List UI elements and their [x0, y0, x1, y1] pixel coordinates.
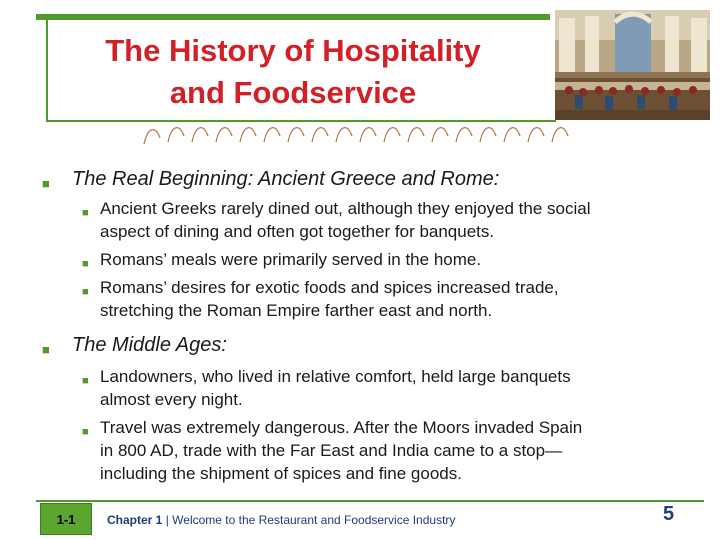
- footer-chapter-title: Welcome to the Restaurant and Foodservice Industry: [172, 513, 456, 527]
- bullet-landowners: ■ Landowners, who lived in relative comfort, held large banquets almost every night.: [82, 367, 571, 409]
- bullet-travel-dangerous: ■ Travel was extremely dangerous. After the Moors invaded Spain in 800 AD, trade with the Far East and India came to a stop— including the shipment of spices and fine goods.: [82, 418, 583, 483]
- footer-rule: [36, 500, 704, 502]
- slide-title: [48, 30, 538, 114]
- slide-title-line-2: and Foodservice: [169, 75, 417, 110]
- page-number: 5: [663, 503, 675, 525]
- footer-separator: |: [162, 513, 173, 527]
- square-bullet-icon: ■: [82, 426, 89, 438]
- square-bullet-icon: ■: [42, 176, 50, 191]
- bullet-romans-meals: ■ Romans’ meals were primarily served in the home.: [82, 248, 682, 271]
- banquet-painting: [555, 10, 710, 120]
- section-badge: 1-1: [40, 503, 92, 535]
- square-bullet-icon: ■: [82, 286, 89, 298]
- square-bullet-icon: ■: [82, 375, 89, 387]
- footer-chapter-label: Chapter 1: [107, 513, 163, 527]
- square-bullet-icon: ■: [82, 207, 89, 219]
- title-top-bar: [36, 14, 550, 20]
- decorative-chain-ornament: [140, 120, 580, 148]
- slide-title-line-1: The History of Hospitality: [105, 33, 481, 68]
- footer-chapter-text: [107, 513, 455, 527]
- square-bullet-icon: ■: [42, 342, 50, 357]
- bullet-greeks-dining: ■ Ancient Greeks rarely dined out, although they enjoyed the social aspect of dining and often got together for banquets.: [82, 199, 591, 241]
- bullet-romans-spices: ■ Romans’ desires for exotic foods and spices increased trade, stretching the Roman Empire farther east and north.: [82, 278, 559, 320]
- square-bullet-icon: ■: [82, 258, 89, 270]
